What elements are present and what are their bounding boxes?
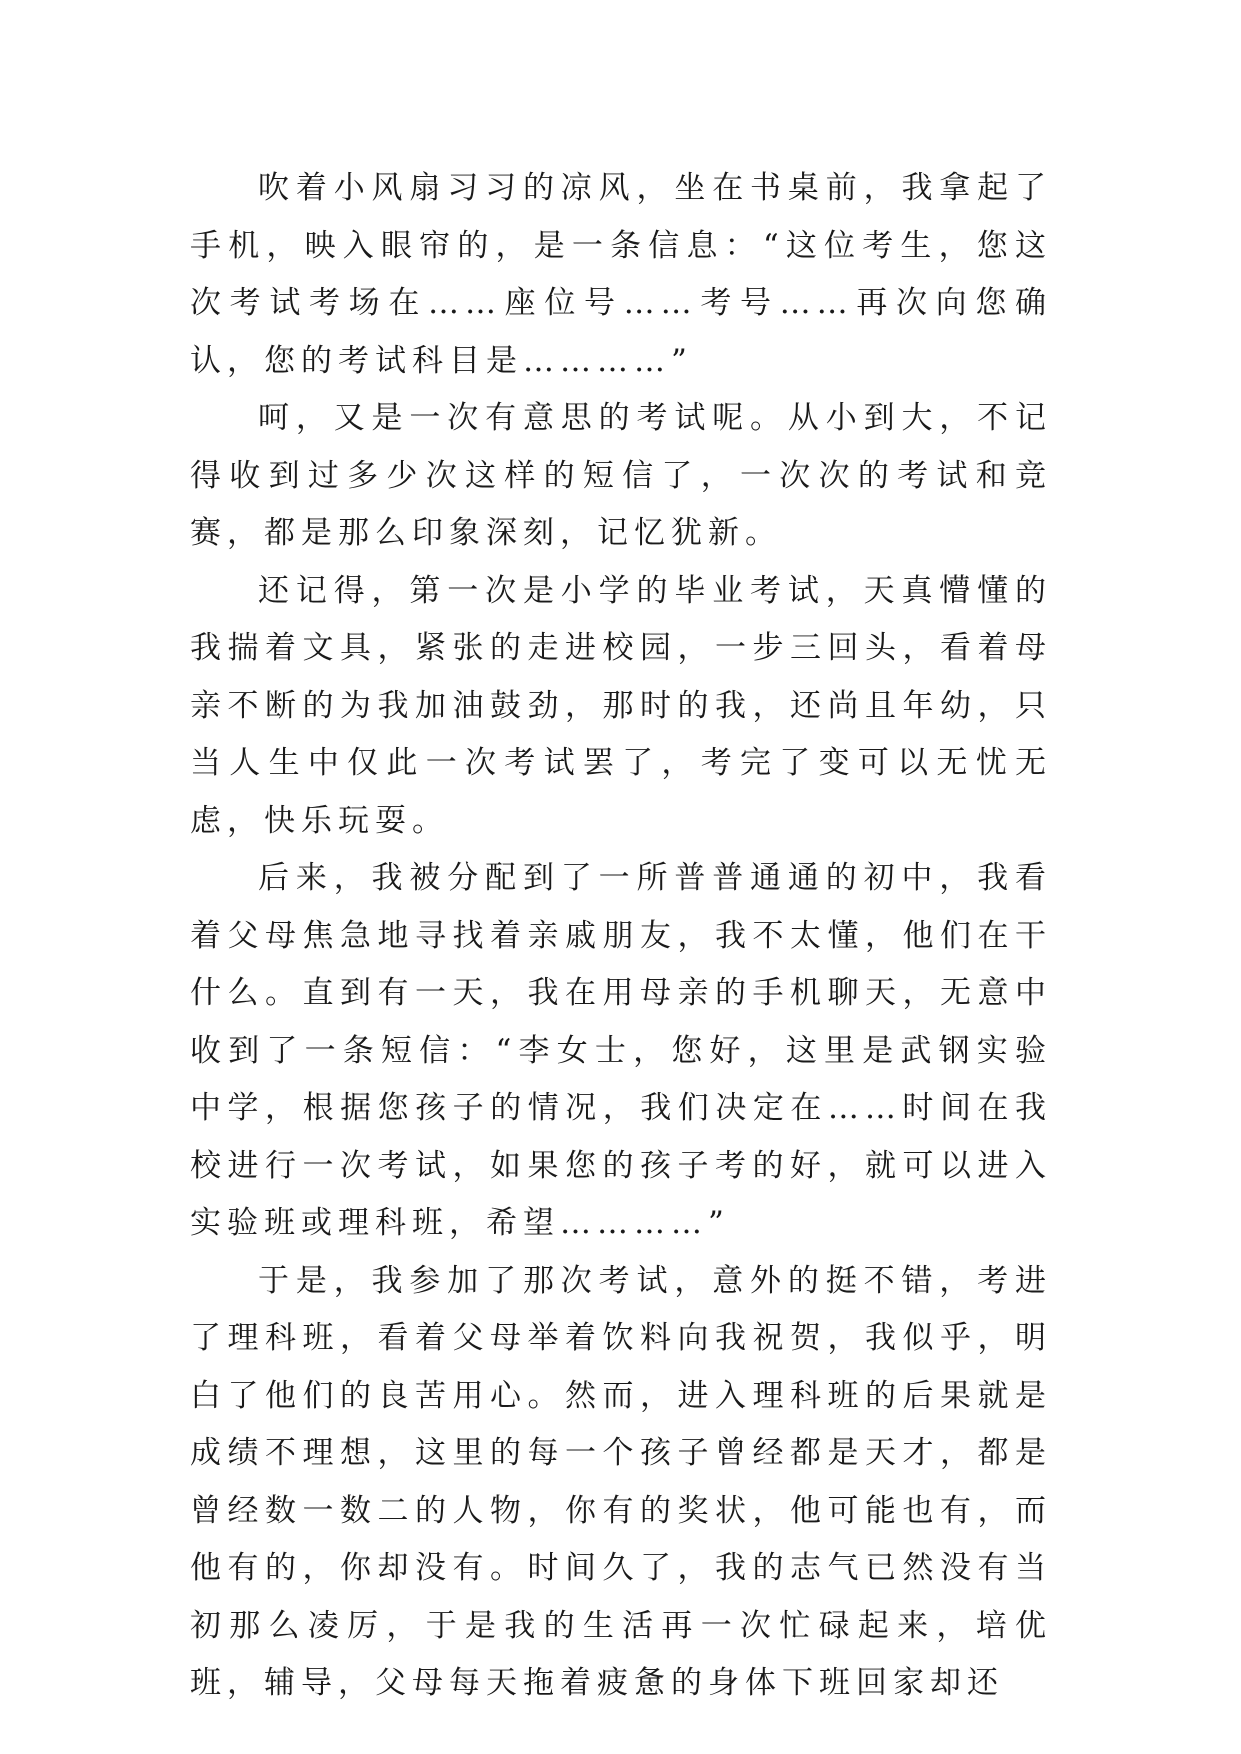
paragraph-5: 于是，我参加了那次考试，意外的挺不错，考进了理科班，看着父母举着饮料向我祝贺，我似乎，明白了他们的良苦用心。然而，进入理科班的后果就是成绩不理想，这里的每一个孩子曾经都是天才，都是曾经数一数二的人物，你有的奖状，他可能也有，而他有的，你却没有。时间久了，我的志气已然没有当初那么凌厉，于是我的生活再一次忙碌起来，培优班，辅导，父母每天拖着疲惫的身体下班回家却还 [190,1262,1052,1701]
paragraph-1: 吹着小风扇习习的凉风，坐在书桌前，我拿起了手机，映入眼帘的，是一条信息：“这位考生，您这次考试考场在……座位号……考号……再次向您确认，您的考试科目是…………” [190,170,1052,379]
paragraph-4: 后来，我被分配到了一所普普通通的初中，我看着父母焦急地寻找着亲戚朋友，我不太懂，他们在干什么。直到有一天，我在用母亲的手机聊天，无意中收到了一条短信：“李女士，您好，这里是武钢实验中学，根据您孩子的情况，我们决定在……时间在我校进行一次考试，如果您的孩子考的好，就可以进入实验班或理科班，希望…………” [190,860,1052,1241]
paragraph-2: 呵，又是一次有意思的考试呢。从小到大，不记得收到过多少次这样的短信了，一次次的考试和竞赛，都是那么印象深刻，记忆犹新。 [190,400,1052,551]
document-body [190,160,1052,1713]
paragraph-3: 还记得，第一次是小学的毕业考试，天真懵懂的我揣着文具，紧张的走进校园，一步三回头，看着母亲不断的为我加油鼓劲，那时的我，还尚且年幼，只当人生中仅此一次考试罢了，考完了变可以无忧无虑，快乐玩耍。 [190,572,1052,839]
